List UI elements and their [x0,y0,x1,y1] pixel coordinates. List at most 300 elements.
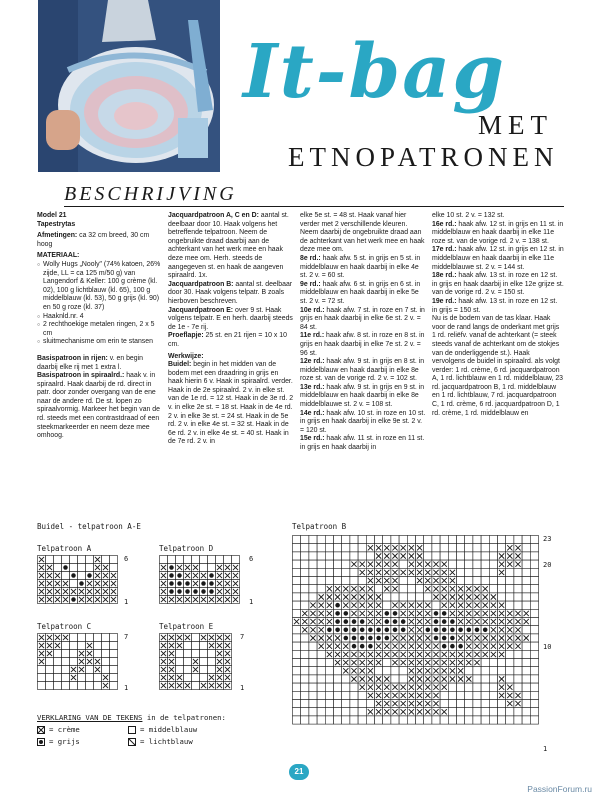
chart-cell [448,708,456,716]
chart-cell [309,691,317,699]
chart-cell [293,560,301,568]
col4-intro: elke 10 st. 2 v. = 132 st. [432,212,505,219]
chart-cell [440,536,448,544]
dot-mark [442,636,447,641]
chart-cell [366,700,374,708]
chart-cell [489,560,497,568]
chart-cell [334,675,342,683]
chart-cell [325,536,333,544]
materiaal-label: MATERIAAL: [37,252,80,260]
chart-cell [293,552,301,560]
chart-cell [110,634,118,642]
chart-cell [506,716,514,724]
round-instruction [432,221,564,247]
chart-cell [309,716,317,724]
dot-mark [442,628,447,633]
chart-cell [481,716,489,724]
dot-mark [177,589,181,593]
chart-cell [46,556,54,564]
chart-cell [325,716,333,724]
chart-cell [342,675,350,683]
chart-cell [334,536,342,544]
dot-mark [385,611,390,616]
dot-mark [344,628,349,633]
chart-cell [522,675,530,683]
chart-cell [334,708,342,716]
chart-cell [522,650,530,658]
chart-cell [514,577,522,585]
chart-cell [481,536,489,544]
chart-cell [309,659,317,667]
dot-mark [368,636,373,641]
slash-box-icon [128,738,136,746]
chart-cell [522,544,530,552]
chart-cell [350,544,358,552]
chart-cell [530,700,538,708]
chart-cell [293,626,301,634]
chart-cell [208,650,216,658]
chart-cell [440,544,448,552]
chart-cell [432,601,440,609]
round-label: 15e rd.: [300,435,325,443]
chart-cell [86,674,94,682]
chart-cell [530,560,538,568]
dot-mark [393,611,398,616]
chart-cell [78,556,86,564]
col4-outro: Nu is de bodem van de tas klaar. Haak voor de rand langs de onderkant met grijs 1 rd. reliëfv. vanaf de achterkant (= steek steeds vanaf de achterkant om de stokjes van de onderliggende st.). Haak vervolgens de buidel in spiraalrd. als volgt verder: 1 rd. crème, 6 rd. jacquardpatroon A, 1 rd. lichtblauw en 1 rd. middelblauw, 23 rd. jacquardpatroon B, 1 rd. middelblauw en 1 rd. lichtblauw, 7 rd. jacquardpatroon C, 1 rd. crème, 6 rd. jacquardpatroon D, 1 rd. crème, 1 rd. middelblauw en [432,315,563,417]
title-script: It-bag [243,29,506,115]
chart-cell [514,716,522,724]
legend-lichtblauw-text: = lichtblauw [140,737,193,746]
dot-mark [401,619,406,624]
watermark: PassionForum.ru [527,784,592,794]
chart-cell [94,634,102,642]
chart-cell [317,716,325,724]
chart-cell [514,675,522,683]
chart-cell [481,552,489,560]
chart-cell [309,585,317,593]
chart-cell [309,568,317,576]
chart-cell [301,700,309,708]
chart-cell [399,675,407,683]
chart-cell [399,716,407,724]
chart-cell [498,659,506,667]
chart-cell [522,716,530,724]
chart-cell [70,650,78,658]
basispatroon-spiraal-text: haak v. in spiraalrd. Haak daarbij de rd. direct in patr. door zonder overgang van de ene naar de andere rd. De st. lopen zo spiraalvormig. Markeer het begin van de rd. steeds met een contrastdraad of een steekmarkeerder en neem deze mee omhoog. [37,372,160,440]
chart-cell [407,716,415,724]
chart-cell [522,560,530,568]
dot-mark [434,628,439,633]
chart-cell [293,593,301,601]
chart-b-num-10: 10 [543,643,552,651]
dot-mark [201,581,205,585]
chart-cell [309,593,317,601]
chart-cell [293,708,301,716]
chart-cell [473,536,481,544]
chart-cell [301,585,309,593]
chart-cell [301,691,309,699]
dot-mark [434,636,439,641]
chart-cell [70,564,78,572]
chart-cell [448,552,456,560]
chart-cell [432,544,440,552]
chart-cell [489,585,497,593]
chart-cell [317,560,325,568]
chart-cell [481,708,489,716]
chart-cell [530,642,538,650]
chart-cell [317,700,325,708]
dot-mark [393,619,398,624]
chart-cell [110,658,118,666]
bag-photo [38,0,220,172]
basispatroon-rijen-text: v. en begin daarbij elke rij met 1 extra l. [37,354,143,371]
chart-e-label: Telpatroon E [159,622,214,631]
chart-cell [489,675,497,683]
chart-cell [325,683,333,691]
chart-cell [342,568,350,576]
chart-cell [358,700,366,708]
chart-cell [465,700,473,708]
dot-mark [352,619,357,624]
chart-cell [78,564,86,572]
chart-cell [342,577,350,585]
chart-cell [192,634,200,642]
chart-cell [94,674,102,682]
chart-cell [168,556,176,564]
chart-cell [407,536,415,544]
chart-cell [506,650,514,658]
chart-cell [94,642,102,650]
jacquard-e-text: over 9 st. Haak volgens telpatr. E en herh. daarbij steeds de 1e - 7e rij. [168,306,293,331]
round-instruction [300,281,427,307]
chart-cell [530,593,538,601]
chart-cell [498,536,506,544]
chart-cell [86,634,94,642]
chart-cell [325,568,333,576]
chart-cell [301,568,309,576]
chart-cell [522,659,530,667]
chart-cell [522,683,530,691]
chart-cell [342,691,350,699]
chart-b-label: Telpatroon B [292,522,347,531]
chart-cell [102,650,110,658]
chart-cell [301,667,309,675]
text-column-3 [300,212,427,453]
chart-cell [301,552,309,560]
round-label: 11e rd.: [300,332,325,340]
dot-mark [193,589,197,593]
chart-cell [530,601,538,609]
buidel-text: begin in het midden van de bodem met een draadring in grijs en haak hierin 6 v. Haak in spiraalrd. verder. Haak in de 2e spiraalrd. 2 v. in elke st. van de 1e rd. = 12 st. Haak in de 3e rd. 2 v. in elke 2e st. = 18 st. Haak in de 4e rd. 2 v. in elke 3e st. = 24 st. Haak in de 5e rd. 2 v. in elke 4e st. = 32 st. Haak in de 6e rd. 2 v. in elke 4e st. = 40 st. Haak in de 7e rd. 2 v. in [168,361,294,446]
chart-cell [514,585,522,593]
text-column-4 [432,212,564,418]
dot-mark [79,581,83,585]
chart-cell [342,700,350,708]
legend-grijs-text: = grijs [49,737,80,746]
round-instruction [432,246,564,272]
chart-cell [448,716,456,724]
chart-cell [481,691,489,699]
chart-cell [506,585,514,593]
dot-mark [185,589,189,593]
chart-cell [530,675,538,683]
chart-cell [465,667,473,675]
dot-mark [177,581,181,585]
round-label: 14e rd.: [300,409,325,417]
chart-cell [301,634,309,642]
dot-mark [344,636,349,641]
dot-mark [368,644,373,649]
dot-mark [458,644,463,649]
chart-cell [489,544,497,552]
round-instruction [300,358,427,384]
chart-cell [465,577,473,585]
empty-box-icon [128,726,136,734]
chart-cell [293,585,301,593]
chart-cell [424,544,432,552]
dot-mark [360,619,365,624]
chart-cell [489,577,497,585]
chart-cell [506,708,514,716]
chart-cell [342,552,350,560]
chart-cell [383,659,391,667]
chart-cell [309,683,317,691]
chart-cell [46,682,54,690]
chart-cell [325,544,333,552]
chart-cell [309,544,317,552]
round-instruction [300,435,427,452]
chart-cell [110,564,118,572]
dot-mark [376,628,381,633]
chart-cell [489,568,497,576]
chart-cell [358,536,366,544]
chart-cell [530,585,538,593]
col3-intro: elke 5e st. = 48 st. Haak vanaf hier verder met 2 verschillende kleuren. Neem daarbij de ongebruikte draad aan de achterkant van het werk mee en haak deze mee om. [300,212,425,254]
chart-cell [184,666,192,674]
chart-cell [424,716,432,724]
chart-c-label: Telpatroon C [37,622,92,631]
buidel-label: Buidel: [168,361,192,369]
chart-cell [293,536,301,544]
round-label: 9e rd.: [300,280,321,288]
chart-cell [514,536,522,544]
dot-mark [458,628,463,633]
chart-cell [325,560,333,568]
chart-cell [293,675,301,683]
chart-cell [334,667,342,675]
text-column-2 [168,212,295,450]
chart-cell [375,536,383,544]
chart-cell [293,642,301,650]
chart-cell [448,544,456,552]
chart-cell [54,564,62,572]
chart-cell [317,585,325,593]
dot-mark [209,573,213,577]
round-label: 13e rd.: [300,383,325,391]
materiaal-list [37,261,164,347]
chart-cell [498,544,506,552]
chart-cell [530,683,538,691]
round-text: haak afw. 11 st. in roze en 11 st. in grijs en haak daarbij in [300,435,425,452]
chart-cell [489,700,497,708]
dot-mark [385,619,390,624]
chart-cell [334,560,342,568]
chart-cell [424,536,432,544]
dot-mark [169,581,173,585]
chart-cell [110,650,118,658]
legend-title-rest: in de telpatronen: [142,713,226,722]
chart-cell [334,568,342,576]
chart-cell [522,601,530,609]
dot-mark [209,581,213,585]
chart-cell [54,666,62,674]
chart-cell [62,666,70,674]
round-text: haak afw. 6 st. in grijs en 6 st. in middelblauw en haak daarbij in elke 5e st. 2 v. = 72 st. [300,280,421,305]
dot-mark [450,644,455,649]
chart-cell [334,552,342,560]
round-text: haak afw. 13 st. in roze en 12 st. in grijs = 150 st. [432,297,558,314]
chart-cell [457,552,465,560]
chart-cell [366,716,374,724]
chart-cell [334,577,342,585]
chart-cell [293,691,301,699]
chart-cell [54,556,62,564]
chart-cell [192,682,200,690]
title-met: MET [478,110,553,140]
chart-cell [440,552,448,560]
jacquard-b-text: aantal st. deelbaar door 30. Haak volgens telpatr. B zoals hierboven beschreven. [168,280,293,305]
chart-cell [514,683,522,691]
chart-cell [301,536,309,544]
chart-cell [530,626,538,634]
chart-b-num-1: 1 [543,745,548,753]
chart-cell [102,658,110,666]
chart-cell [489,691,497,699]
dot-mark [450,636,455,641]
round-text: haak afw. 12 st. in grijs en 12 st. in middelblauw en haak daarbij in elke 11e middelblauwe st. 2 v. = 144 st. [432,246,564,271]
chart-cell [317,659,325,667]
chart-cell [530,667,538,675]
legend-middelblauw [128,725,197,734]
legend-grijs [37,737,80,746]
dot-mark [475,628,480,633]
chart-cell [301,683,309,691]
chart-cell [293,683,301,691]
chart-cell [514,593,522,601]
chart-cell [309,552,317,560]
chart-cell [383,716,391,724]
round-text: haak afw. 9 st. in grijs en 8 st. in middelblauw en haak daarbij in elke 8e roze st. van de vorige rd. 2 v. = 102 st. [300,358,425,383]
chart-cell [530,716,538,724]
chart-cell [70,682,78,690]
chart-cell [522,667,530,675]
chart-cell [399,585,407,593]
chart-cell [317,544,325,552]
chart-cell [342,544,350,552]
chart-cell [465,708,473,716]
chart-cell [200,564,208,572]
chart-cell [383,593,391,601]
chart-cell [473,552,481,560]
legend-title-main: VERKLARING VAN DE TEKENS [37,713,143,722]
round-instruction [300,410,427,436]
chart-cell [334,716,342,724]
chart-cell [440,691,448,699]
chart-cell [176,666,184,674]
list-item: ○ sluitmechanisme om erin te stansen [37,338,164,347]
dot-mark [169,565,173,569]
chart-cell [54,674,62,682]
chart-cell [301,675,309,683]
chart-cell [522,691,530,699]
chart-cell [317,708,325,716]
chart-cell [473,683,481,691]
legend-creme-text: = crème [49,725,80,734]
round-text: haak afw. 7 st. in roze en 7 st. in grijs en haak daarbij in elke 6e st. 2 v. = 84 st. [300,306,425,331]
chart-cell [465,716,473,724]
chart-cell [325,659,333,667]
chart-cell [530,618,538,626]
chart-cell [457,560,465,568]
chart-cell [530,552,538,560]
dot-mark [335,628,340,633]
chart-cell [301,601,309,609]
dot-mark [360,628,365,633]
dot-mark [169,573,173,577]
dot-mark [483,628,488,633]
chart-cell [522,536,530,544]
chart-cell [375,716,383,724]
chart-cell [506,577,514,585]
chart-cell [301,642,309,650]
chart-cell [78,634,86,642]
chart-cell [530,691,538,699]
model-number: Model 21 [37,212,67,219]
chart-cell [465,536,473,544]
chart-cell [448,691,456,699]
chart-cell [224,556,232,564]
chart-cell [110,682,118,690]
chart-cell [448,700,456,708]
legend-creme [37,725,80,734]
chart-cell [465,560,473,568]
dot-mark [442,619,447,624]
chart-e-top-num: 7 [240,633,245,641]
chart-cell [350,536,358,544]
chart-cell [391,675,399,683]
dot-mark [401,628,406,633]
chart-cell [457,544,465,552]
chart-cell [489,536,497,544]
chart-cell [506,593,514,601]
chart-cell [317,683,325,691]
chart-cell [200,666,208,674]
chart-cell [62,682,70,690]
chart-cell [208,658,216,666]
chart-cell [481,700,489,708]
chart-cell [208,666,216,674]
round-text: haak afw. 9 st. in grijs en 9 st. in middelblauw en haak daarbij in elke 8e middelblauwe st. 2 v. = 108 st. [300,383,425,409]
chart-cell [522,642,530,650]
chart-cell [301,544,309,552]
chart-cell [473,716,481,724]
chart-cell [342,683,350,691]
chart-cell [62,572,70,580]
chart-cell [309,667,317,675]
text-column-1 [37,212,164,444]
chart-cell [317,650,325,658]
